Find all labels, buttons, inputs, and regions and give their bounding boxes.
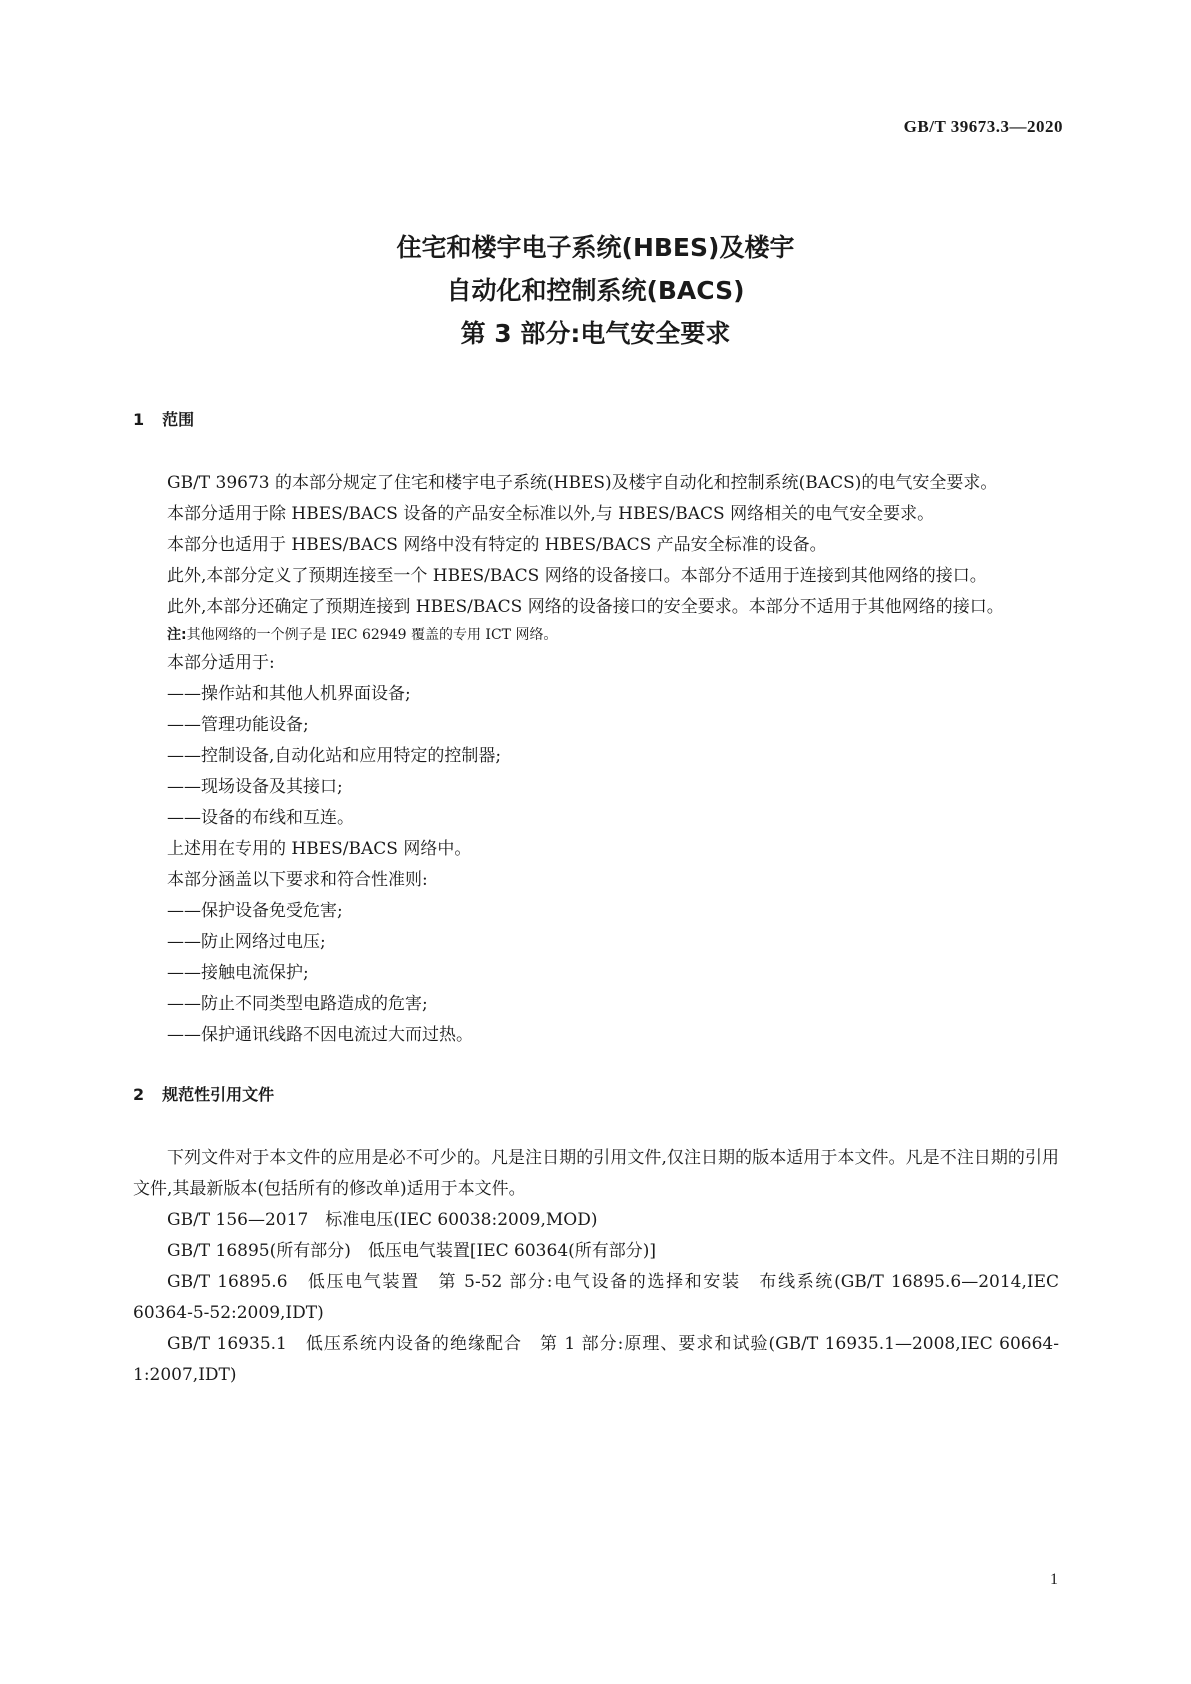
paragraph: GB/T 39673 的本部分规定了住宅和楼宇电子系统(HBES)及楼宇自动化和控制系统(BACS)的电气安全要求。: [167, 473, 998, 493]
covers-intro: 本部分涵盖以下要求和符合性准则:: [167, 870, 428, 890]
list-item: ——保护通讯线路不因电流过大而过热。: [167, 1025, 473, 1045]
section-title: 规范性引用文件: [162, 1085, 275, 1104]
note-label: 注:: [167, 627, 187, 643]
list-item: ——设备的布线和互连。: [167, 808, 354, 828]
paragraph: 本部分也适用于 HBES/BACS 网络中没有特定的 HBES/BACS 产品安全标准的设备。: [167, 535, 827, 555]
paragraph: 上述用在专用的 HBES/BACS 网络中。: [167, 839, 472, 859]
section-number: 2: [133, 1085, 145, 1104]
paragraph: 本部分适用于除 HBES/BACS 设备的产品安全标准以外,与 HBES/BACS 网络相关的电气安全要求。: [167, 504, 935, 524]
section-title: 范围: [162, 410, 195, 429]
title-line-2: 自动化和控制系统(BACS): [446, 276, 745, 305]
applies-intro: 本部分适用于:: [167, 653, 275, 673]
note-text: 其他网络的一个例子是 IEC 62949 覆盖的专用 ICT 网络。: [186, 627, 558, 643]
list-item: ——现场设备及其接口;: [167, 777, 343, 797]
paragraph: 下列文件对于本文件的应用是必不可少的。凡是注日期的引用文件,仅注日期的版本适用于本文件。凡是不注日期的引用文件,其最新版本(包括所有的修改单)适用于本文件。: [133, 1148, 1059, 1199]
note: [133, 623, 1059, 648]
list-item: ——接触电流保护;: [167, 963, 309, 983]
document-body: [133, 404, 1059, 1391]
list-item: ——防止网络过电压;: [167, 932, 326, 952]
title-line-1: 住宅和楼宇电子系统(HBES)及楼宇: [396, 233, 795, 262]
section-number: 1: [133, 410, 145, 429]
document-code: GB/T 39673.3—2020: [903, 117, 1063, 136]
paragraph: 此外,本部分还确定了预期连接到 HBES/BACS 网络的设备接口的安全要求。本部分不适用于其他网络的接口。: [167, 597, 1004, 617]
section-1-heading: [133, 404, 1059, 435]
reference-item: GB/T 16895.6 低压电气装置 第 5-52 部分:电气设备的选择和安装 布线系统(GB/T 16895.6—2014,IEC 60364-5-52:2009,IDT): [133, 1272, 1059, 1323]
section-2-heading: [133, 1079, 1059, 1110]
reference-item: GB/T 16895(所有部分) 低压电气装置[IEC 60364(所有部分)]: [167, 1241, 657, 1261]
page-number: 1: [1050, 1571, 1058, 1588]
reference-item: GB/T 156—2017 标准电压(IEC 60038:2009,MOD): [167, 1210, 598, 1230]
list-item: ——管理功能设备;: [167, 715, 309, 735]
reference-item: GB/T 16935.1 低压系统内设备的绝缘配合 第 1 部分:原理、要求和试验(GB/T 16935.1—2008,IEC 60664-1:2007,IDT): [133, 1334, 1059, 1385]
list-item: ——操作站和其他人机界面设备;: [167, 684, 411, 704]
paragraph: 此外,本部分定义了预期连接至一个 HBES/BACS 网络的设备接口。本部分不适用于连接到其他网络的接口。: [167, 566, 987, 586]
list-item: ——防止不同类型电路造成的危害;: [167, 994, 428, 1014]
document-title: [0, 226, 1191, 355]
title-line-3: 第 3 部分:电气安全要求: [460, 319, 731, 348]
list-item: ——保护设备免受危害;: [167, 901, 343, 921]
list-item: ——控制设备,自动化站和应用特定的控制器;: [167, 746, 502, 766]
